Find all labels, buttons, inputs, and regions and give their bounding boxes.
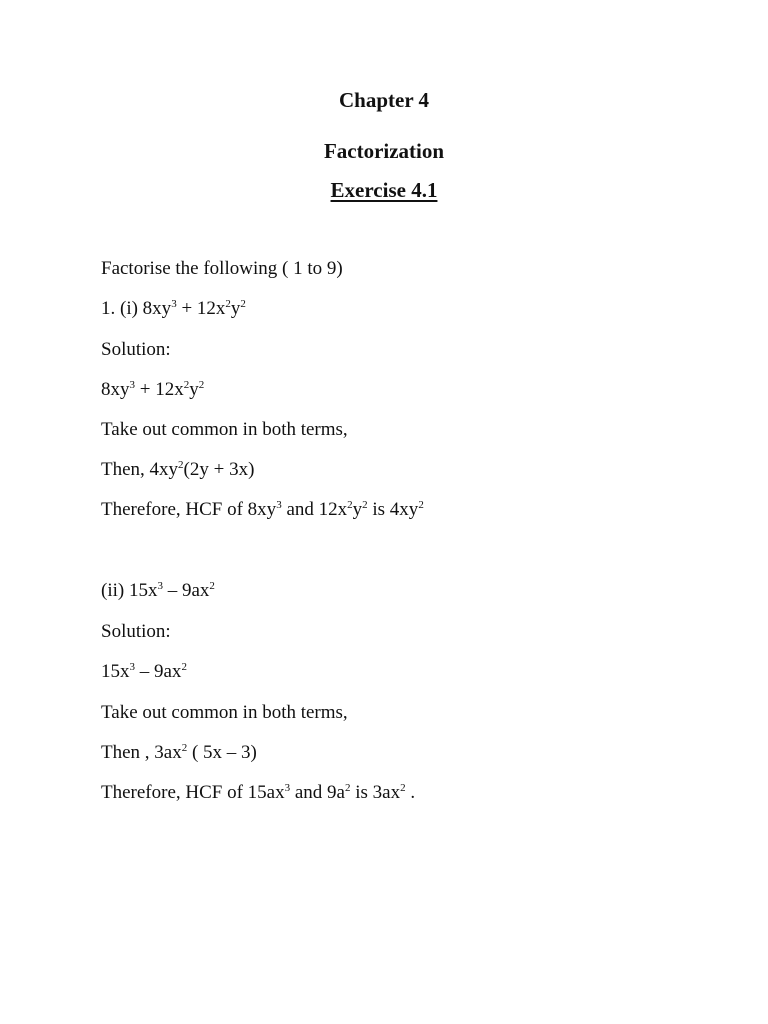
q1-solution-label: Solution: — [101, 339, 171, 360]
chapter-title: Chapter 4 — [338, 88, 430, 112]
q1-result: Then, $4xy^2(2y + 3x)$ — [101, 459, 255, 480]
q2-hcf: Therefore, HCF of $15ax^3$ and $9a^2$ is $3ax^2$ . — [101, 782, 416, 803]
exercise-title — [0, 180, 768, 201]
exercise-title-text: Exercise 4.1 — [330, 178, 438, 202]
instructions: Factorise the following ( 1 to 9) — [101, 258, 343, 279]
q2-question: (ii) $15x^3 - 9ax^2$ — [101, 580, 215, 601]
q2-solution-label: Solution: — [101, 621, 171, 642]
q1-question: 1. (i) $8xy^3 + 12x^2y^2$ — [101, 298, 246, 319]
topic-title: Factorization — [323, 139, 445, 163]
q2-result: Then , $3ax^2$ ( 5x – 3) — [101, 742, 257, 763]
q1-step: Take out common in both terms, — [101, 419, 348, 440]
q1-expression: $8xy^3 + 12x^2y^2$ — [101, 379, 205, 400]
q1-hcf: Therefore, HCF of $8xy^3$ and $12x^2y^2$ is $4xy^2$ — [101, 499, 424, 520]
q2-step: Take out common in both terms, — [101, 702, 348, 723]
q2-expression: $15x^3 - 9ax^2$ — [101, 661, 187, 682]
